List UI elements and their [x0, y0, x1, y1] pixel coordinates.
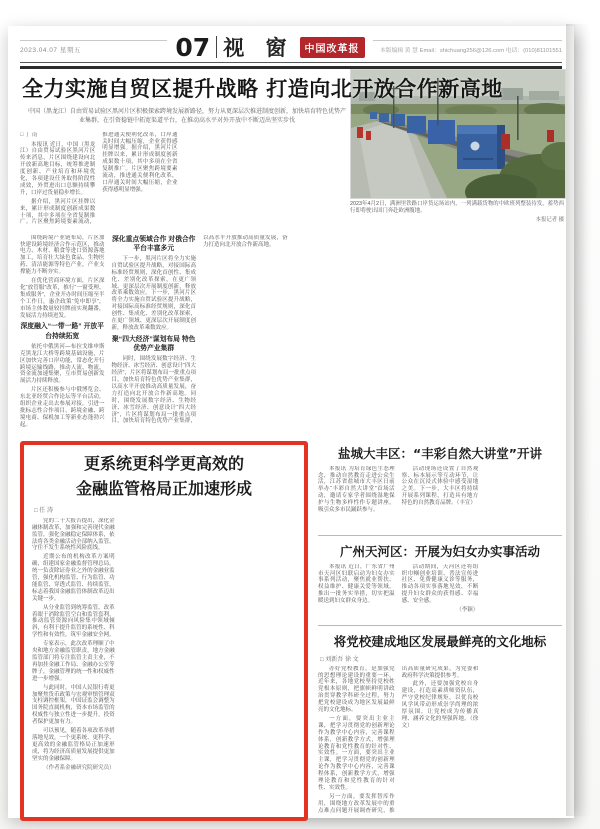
body-paragraph: 下一步，黑河片区将全力实施自贸试验区提升战略，对接国际高标准经贸规则，深化首创性、集成化、差别化改革探索，在更广领域、更深层次开展制度创新，释放改革乘数效应。下一步，黑河片区将全力实施自贸试验区提升战略，对接国际高标准经贸规则，深化首创性、集成化、差别化改革探索，在更广领域、更深层次开展制度创新，释放改革乘数效应。 — [111, 255, 196, 331]
article-yancheng — [318, 441, 562, 530]
lead-subhead-3: 聚“四大经济”谋划布局 特色优势产业集群 — [112, 335, 196, 353]
highlight-red-box-article — [20, 441, 308, 821]
article-party-school-headline: 将党校建成地区发展最鲜亮的文化地标 — [333, 633, 547, 649]
article-guangzhou-body — [318, 564, 562, 620]
article-yancheng-body — [318, 466, 562, 530]
article-divider — [318, 535, 562, 536]
body-paragraph: 活动现场还设置了自然观察、标本展示等互动环节，让公众在沉浸式体验中感受湿地之美。下一步，大丰区将持续开展系列课程，打造具有地方特色的自然教育品牌。（丰宣） — [401, 465, 479, 507]
body-paragraph: 此外，还要加强党校自身建设，打造高素质师资队伍，严守党校纪律规矩，以优良校风学风带动形成崇学尚理的浓厚氛围，让党校成为传播真理、涵养文化的坚强阵地。（徐文） — [401, 681, 479, 729]
photo-caption — [350, 201, 564, 224]
body-paragraph: 本报讯 近日，广东省广州市天河区妇联启动为妇女办实事系列活动，聚焦就业帮扶、权益维护、健康关爱等领域，推出一批务实举措，切实把温暖送到妇女群众身边。 — [318, 563, 395, 605]
lead-deck: 中国（黑龙江）自由贸易试验区黑河片区积极探索跨境发展新路径，努力从更深层次推进制度创新，加快培育特色优势产业集群，在引资稳链中拓宽渠道平台，在推动高水平对外开放中不断迈出坚实步伐 — [28, 109, 347, 125]
lead-article — [20, 73, 562, 433]
masthead-rule — [20, 62, 562, 69]
newspaper-page — [8, 26, 574, 818]
body-paragraph: 办好党校教育，是加强党的思想理论建设的重要一环。近年来，各地党校坚持党校姓党根本原则，把旗帜鲜明讲政治贯穿教学科研全过程，努力把党校建设成为地区发展最鲜亮的文化地标。 — [318, 665, 395, 714]
boxed-headline-line1: 更系统更科学更高效的 — [83, 453, 244, 473]
article-guangzhou-closing: （李颖） — [456, 607, 479, 614]
body-paragraph: 专家表示，此次改革理顺了中央和地方金融监管职责，地方金融监管部门将专注监管主责主业，不再加挂金融工作局、金融办公室等牌子，金融管理的统一性和权威性进一步增强。 — [32, 641, 115, 682]
page-edge-shadow — [566, 24, 590, 816]
body-paragraph: 与此同时，中国人民银行将更加聚焦货币政策与宏观审慎管理双支柱调控框架，中国证监会调整为国务院直属机构，资本市场监管的权威性与独立性进一步提升，投资者保护更加有力。 — [32, 684, 115, 726]
boxed-closing-note: （作者系金融研究院研究员） — [43, 764, 115, 771]
page-number: 07 — [175, 32, 211, 62]
lead-subhead-1: 深度融入“一带一路” 开放平台持续拓宽 — [20, 323, 104, 340]
section-title: 视 窗 — [223, 36, 294, 60]
body-paragraph: 党的二十大报告提出，深化金融体制改革，加强和完善现代金融监管，强化金融稳定保障体系，依法将各类金融活动全部纳入监管，守住不发生系统性风险底线。 — [32, 517, 115, 552]
body-paragraph: 另一方面，要发挥智库作用，围绕地方改革发展中的重点难点问题开展调查研究，推出高质量研究成果，为党委和政府科学决策提供参考。 — [318, 665, 479, 814]
body-paragraph: 从分业监管到统筹监管，改革着眼于消除监管空白和监管套利，推动监管资源向风险集中领域倾斜，有利于提升监管的系统性、科学性和有效性，筑牢金融安全网。 — [32, 604, 115, 639]
boxed-headline-line2: 金融监管格局正加速形成 — [75, 479, 252, 499]
boxed-body-columns — [32, 518, 296, 810]
body-paragraph: 据介绍，黑河片区挂牌以来，累计形成制度创新成果数十项，其中多项在全省复制推广。片区聚焦跨境要素流动，推进通关便利化改革，口岸通关时间大幅压缩，企业获得感明显增强。据介绍，黑河片区挂牌以来，累计形成制度创新成果数十项，其中多项在全省复制推广。片区聚焦跨境要素流动，推进通关便利化改革，口岸通关时间大幅压缩，企业获得感明显增强。 — [20, 131, 178, 226]
lead-subhead-2: 深化重点领域合作 对俄合作平台丰富多元 — [112, 235, 196, 252]
body-paragraph: 同时，围绕发展数字经济、生物经济、冰雪经济、创意设计“四大经济”，片区将谋划布局一批重点项目，加快培育特色优势产业集群，以高水平开放推动高质量发展，奋力打造向北开放合作新高地。同时，围绕发展数字经济、生物经济、冰雪经济、创意设计“四大经济”，片区将谋划布局一批重点项目，加快培育特色优势产业集群，以高水平开放推动高质量发展，奋力打造向北开放合作新高地。 — [111, 234, 288, 425]
boxed-byline: □ 任 涛 — [34, 507, 53, 514]
body-paragraph: 一方面，要突出主业主课，把学习贯彻党的创新理论作为教学中心内容，完善课程体系，创新教学方式，增强理论教育和党性教育的针对性、实效性。一方面，要突出主业主课，把学习贯彻党的创新理论作为教学中心内容，完善课程体系，创新教学方式，增强理论教育和党性教育的针对性、实效性。 — [318, 715, 395, 791]
body-paragraph: 片区还积极参与中俄博览会、东北亚经贸合作论坛等平台活动，组织企业走出去参展对接，引进一批标志性合作项目，跨境金融、跨境电商、保税加工等新业态蓬勃兴起。 — [20, 387, 105, 428]
masthead-divider — [216, 36, 217, 58]
masthead-logo: 中国改革报 — [300, 37, 365, 58]
edition-date: 2023.04.07 星期五 — [20, 40, 167, 54]
body-paragraph: 围绕跨境产业链布局，片区加快建设跨境经济合作示范区，推动电力、木材、粮食等进口资源落地加工，培育壮大绿色食品、生物医药、清洁能源等特色产业，产业支撑能力不断夯实。 — [20, 234, 105, 276]
editor-contact-line: 本版编辑 黄 慧 Email：shichuang256@126.com 电话：(010)81101551 — [373, 40, 563, 54]
article-party-school — [318, 629, 562, 824]
body-paragraph: 近期公布的机构改革方案明确，组建国家金融监督管理总局，统一负责除证券业之外的金融业监管，强化机构监管、行为监管、功能监管、穿透式监管、持续监管，标志着我国金融监管体制改革迈出关键一步。 — [32, 554, 115, 602]
lead-body-main-columns — [20, 235, 562, 433]
article-party-school-body — [318, 666, 562, 824]
lead-headline: 全力实施自贸区提升战略 打造向北开放合作新高地 — [22, 77, 503, 101]
bottom-section — [20, 441, 562, 821]
body-paragraph: 依托中俄黑河—布拉戈维申斯克黑龙江大桥等跨境基础设施，片区加快完善口岸功能，常态化开行跨境运输线路，推动人流、物流、资金流加速集聚，互市贸易创新发展活力持续释放。 — [20, 343, 105, 385]
body-paragraph: 可以预见，随着各项改革举措落地见效，一个更系统、更科学、更高效的金融监管格局正加速形成，将为经济高质量发展提供更加坚实的金融保障。 — [32, 728, 115, 762]
body-paragraph: 在优化营商环境方面，片区深化“放管服”改革，推行“一窗受理、集成服务”，企业开办时间压缩至半个工作日，惠企政策“免申即享”，市场主体数量较挂牌前实现翻番，发展活力持续迸发。 — [20, 278, 105, 319]
masthead-row — [20, 34, 562, 60]
masthead-center — [167, 32, 372, 62]
body-paragraph: 本报讯 为培育绿色生态理念，推动自然教育走进公众生活，江苏省盐城市大丰区日前举办“丰彩自然大讲堂”首场活动，邀请专家学者围绕湿地保护与生物多样性作专题讲座，吸引众多市民踊跃参与。 — [318, 465, 395, 514]
photo-credit: 本报记者 摄 — [535, 216, 564, 223]
article-divider — [318, 625, 562, 626]
right-articles-column — [318, 441, 562, 821]
body-paragraph: 本报讯 近日，中国（黑龙江）自由贸易试验区黑河片区传来消息，片区围绕建设向北开放新高地目标，统筹推进制度创新、产业培育和环境优化，各项建设任务取得阶段性成效，外贸进出口总额持续攀升，口岸过货量稳步增长。 — [20, 141, 96, 196]
lead-byline: □ 丁 南 — [20, 131, 38, 138]
article-yancheng-headline: 盐城大丰区：“丰彩自然大讲堂”开讲 — [338, 445, 542, 461]
photo-caption-text: 2023年4月2日，满洲里铁路口岸货运场站内，一列满载货物的中欧班列整装待发，蓄势西行即将驶出国门奔赴欧洲腹地。 — [350, 201, 564, 215]
article-guangzhou-headline: 广州天河区：开展为妇女办实事活动 — [339, 543, 540, 559]
article-guangzhou — [318, 539, 562, 620]
lead-body-left-columns — [20, 132, 342, 228]
body-paragraph: 活动期间，天河区还将组织巾帼创业培训、普法宣传进社区、免费健康义诊等服务，推动各项实事落地见效，不断提升妇女群众的获得感、幸福感、安全感。 — [401, 563, 479, 605]
article-party-school-byline: □ 刘新吾 徐 文 — [320, 656, 359, 663]
